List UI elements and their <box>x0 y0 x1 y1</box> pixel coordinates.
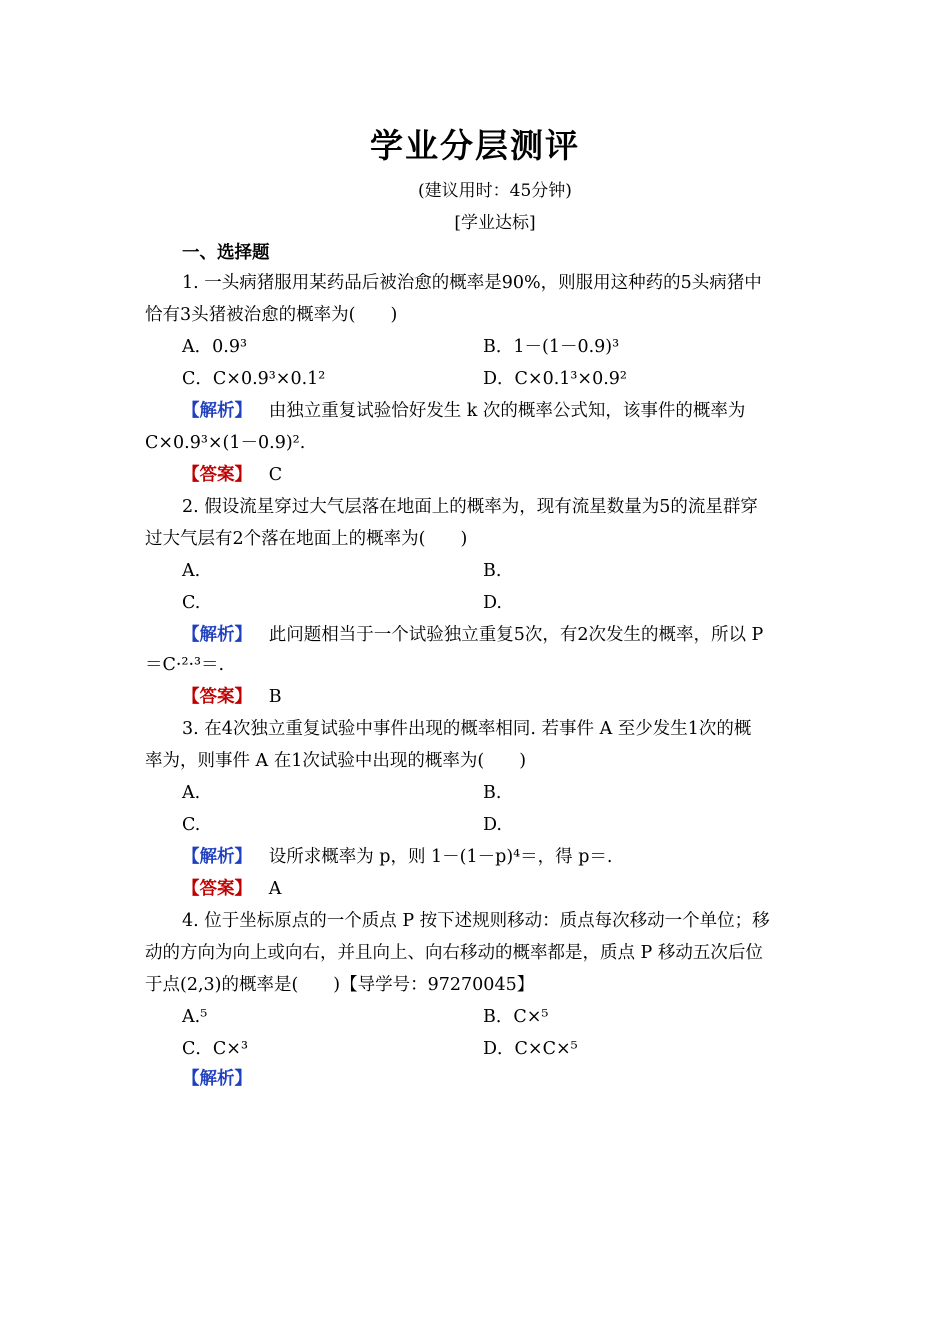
time-note: (建议用时：45分钟) <box>418 181 572 201</box>
q2-option-b: B. <box>483 561 502 581</box>
q2-analysis-text: 此问题相当于一个试验独立重复5次，有2次发生的概率，所以 P <box>268 625 764 645</box>
q2-stem-line1: 2. 假设流星穿过大气层落在地面上的概率为，现有流星数量为5的流星群穿 <box>182 497 758 517</box>
q2-analysis <box>182 622 847 648</box>
q4-analysis <box>182 1066 847 1092</box>
q3-answer <box>182 876 847 902</box>
q3-answer-value: A <box>268 879 282 899</box>
analysis-tag: 【解析】 <box>182 401 252 421</box>
q4-option-d: D．C×C×⁵ <box>483 1039 578 1059</box>
q1-option-d: D．C×0.1³×0.9² <box>483 369 627 389</box>
q3-analysis <box>182 844 847 870</box>
answer-tag: 【答案】 <box>182 465 252 485</box>
q2-option-c: C. <box>182 593 201 613</box>
q1-analysis-text: 由独立重复试验恰好发生 k 次的概率公式知，该事件的概率为 <box>268 401 746 421</box>
q1-option-b: B．1－(1－0.9)³ <box>483 337 620 357</box>
analysis-tag: 【解析】 <box>182 847 252 867</box>
q3-analysis-text: 设所求概率为 p，则 1－(1－p)⁴＝，得 p＝. <box>268 847 613 867</box>
q4-stem-line3: 于点(2,3)的概率是( )【导学号：97270045】 <box>145 975 535 995</box>
q2-stem-line2: 过大气层有2个落在地面上的概率为( ) <box>145 529 468 549</box>
q1-answer-value: C <box>268 465 283 485</box>
q4-option-a: A.⁵ <box>182 1007 208 1027</box>
q2-option-a: A. <box>182 561 201 581</box>
analysis-tag: 【解析】 <box>182 625 252 645</box>
q4-stem-line1: 4. 位于坐标原点的一个质点 P 按下述规则移动：质点每次移动一个单位；移 <box>182 911 770 931</box>
section-label: [学业达标] <box>454 213 536 233</box>
q3-option-b: B. <box>483 783 502 803</box>
q1-option-a: A．0.9³ <box>182 337 247 357</box>
q1-analysis-line2: C×0.9³×(1－0.9)². <box>145 433 306 453</box>
q1-analysis <box>182 398 847 424</box>
q1-stem-line1: 1. 一头病猪服用某药品后被治愈的概率是90%，则服用这种药的5头病猪中 <box>182 273 762 293</box>
q4-option-c: C．C×³ <box>182 1039 248 1059</box>
q4-option-b: B．C×⁵ <box>483 1007 549 1027</box>
q1-option-c: C．C×0.9³×0.1² <box>182 369 326 389</box>
q4-stem-line2: 动的方向为向上或向右，并且向上、向右移动的概率都是，质点 P 移动五次后位 <box>145 943 763 963</box>
answer-tag: 【答案】 <box>182 879 252 899</box>
section-heading: 一、选择题 <box>182 243 270 263</box>
q3-option-c: C. <box>182 815 201 835</box>
q3-stem-line1: 3. 在4次独立重复试验中事件出现的概率相同. 若事件 A 至少发生1次的概 <box>182 719 752 739</box>
q2-analysis-line2: ＝C·²·³＝. <box>145 655 225 675</box>
analysis-tag: 【解析】 <box>182 1069 252 1089</box>
q3-option-d: D. <box>483 815 502 835</box>
q2-option-d: D. <box>483 593 502 613</box>
page-title: 学业分层测评 <box>370 126 580 165</box>
q1-stem-line2: 恰有3头猪被治愈的概率为( ) <box>145 305 398 325</box>
answer-tag: 【答案】 <box>182 687 252 707</box>
q2-answer-value: B <box>268 687 282 707</box>
q3-stem-line2: 率为，则事件 A 在1次试验中出现的概率为( ) <box>145 751 527 771</box>
q1-answer <box>182 462 847 488</box>
q3-option-a: A. <box>182 783 201 803</box>
q2-answer <box>182 684 847 710</box>
